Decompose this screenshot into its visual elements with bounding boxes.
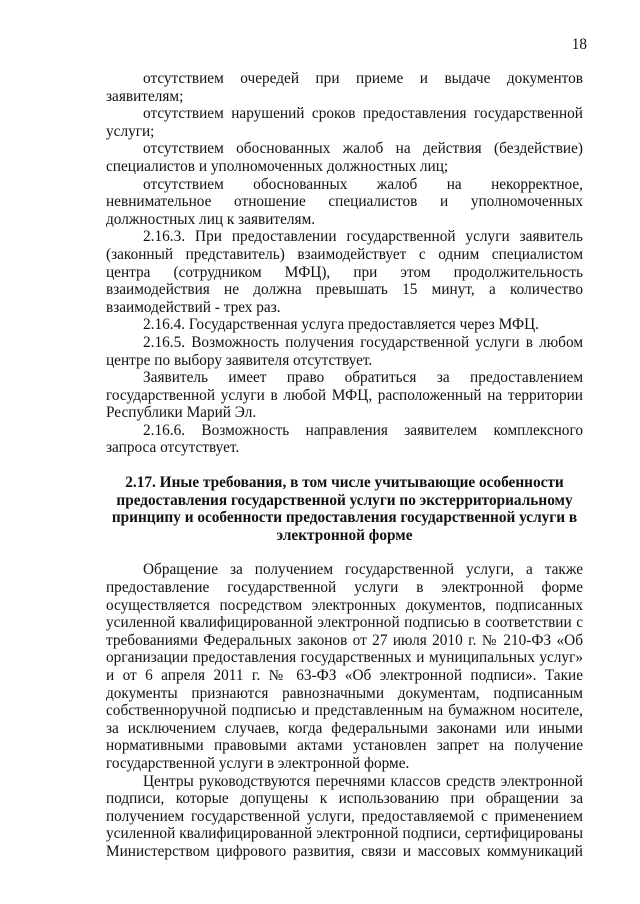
paragraph: отсутствием очередей при приеме и выдаче документов заявителям; — [106, 70, 583, 105]
paragraph: отсутствием обоснованных жалоб на некорректное, невнимательное отношение специалистов и уполномоченных должностных лиц к заявителям. — [106, 175, 583, 228]
paragraph: Центры руководствуются перечнями классов средств электронной подписи, которые допущены к использованию при обращении за получением государственной услуги, предоставляемой с применением усиленной квалифицированной электронной подписи, сертифицированы Министерством цифрового развития, связи и массовых коммуникаций — [106, 772, 583, 860]
page-number: 18 — [571, 36, 587, 53]
paragraph: 2.16.4. Государственная услуга предоставляется через МФЦ. — [143, 316, 539, 334]
paragraph: 2.16.5. Возможность получения государственной услуги в любом центре по выбору заявителя отсутствует. — [106, 333, 583, 369]
document-body — [106, 70, 583, 861]
paragraph: отсутствием нарушений сроков предоставления государственной услуги; — [106, 105, 583, 140]
paragraph: Обращение за получением государственной услуги, а также предоставление государственной услуги в электронной форме осуществляется посредством электронных документов, подписанных усиленной квалифицированной электронной подписью в соответствии с требованиями Федеральных законов от 27 июля 2010 г. № 210-ФЗ «Об организации предоставления государственных и муниципальных услуг» и от 6 апреля 2011 г. № 63-ФЗ «Об электронной подписи». Такие документы признаются равнозначными документам, подписанным собственноручной подписью и представленным на бумажном носителе, за исключением случаев, когда федеральными законами или иными нормативными правовыми актами установлен запрет на получение государственной услуги в электронной форме. — [106, 561, 583, 772]
paragraph: 2.16.6. Возможность направления заявителем комплексного запроса отсутствует. — [106, 421, 583, 457]
paragraph: Заявитель имеет право обратиться за предоставлением государственной услуги в любой МФЦ, расположенный на территории Республики Марий Эл. — [106, 369, 583, 422]
section-heading: 2.17. Иные требования, в том числе учитывающие особенности предоставления государственной услуги по экстерриториальному принципу и особенности предоставления государственной услуги в электронной форме — [111, 474, 578, 544]
paragraph: 2.16.3. При предоставлении государственной услуги заявитель (законный представитель) взаимодействует с одним специалистом центра (сотрудником МФЦ), при этом продолжительность взаимодействия не должна превышать 15 минут, а количество взаимодействий - трех раз. — [106, 228, 583, 316]
paragraph: отсутствием обоснованных жалоб на действия (бездействие) специалистов и уполномоченных должностных лиц; — [106, 140, 583, 175]
